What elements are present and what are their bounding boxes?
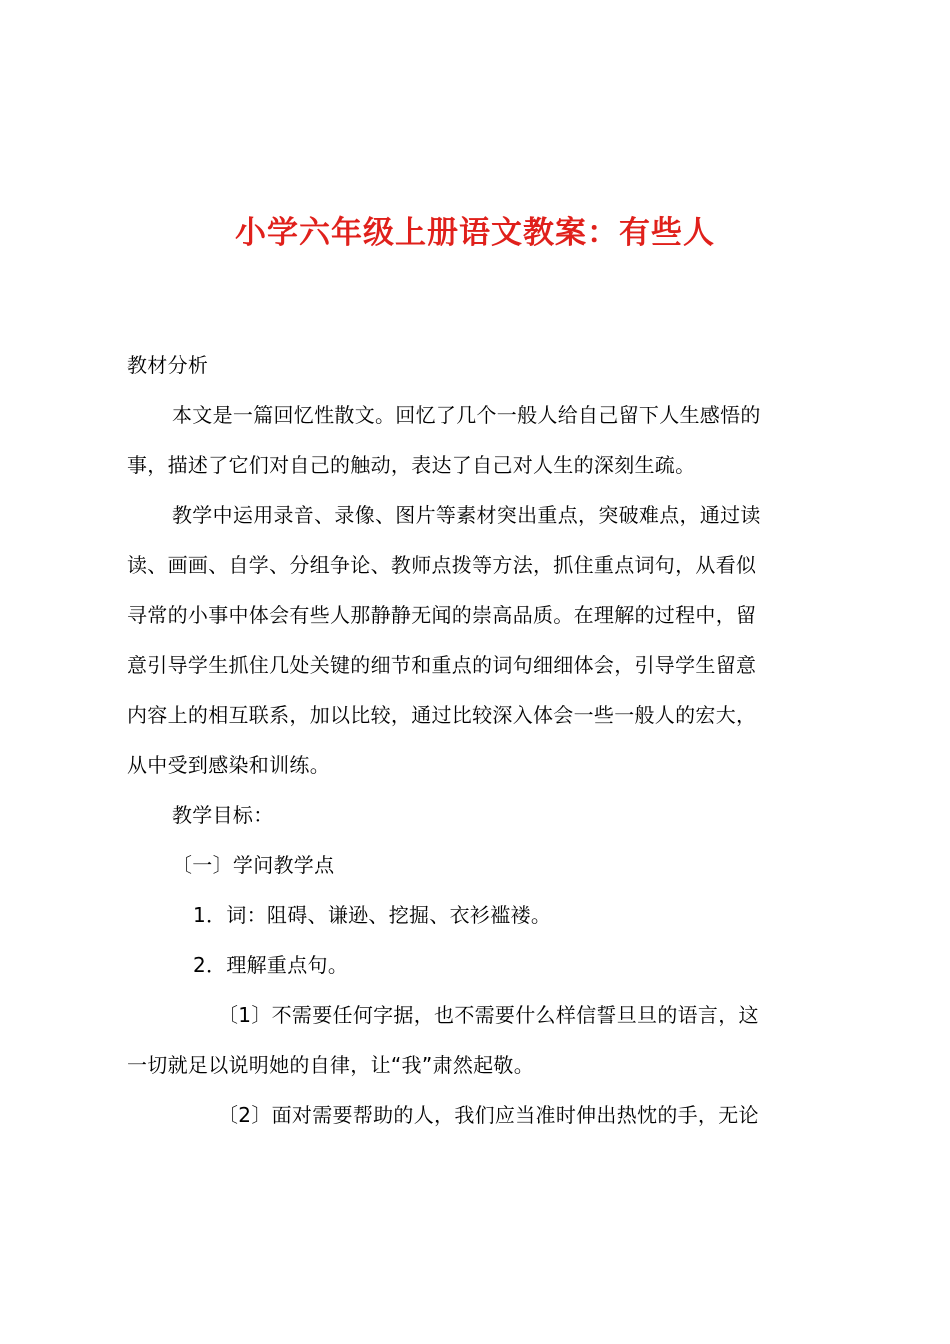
list-item: 2．理解重点句。 [193,953,349,977]
paragraph-line: 寻常的小事中体会有些人那静静无闻的崇高品质。在理解的过程中，留 [127,603,757,627]
paragraph-line: 〔2〕面对需要帮助的人，我们应当准时伸出热忱的手，无论 [218,1103,759,1127]
paragraph-line: 本文是一篇回忆性散文。回忆了几个一般人给自己留下人生感悟的 [172,403,761,427]
section-heading-teaching-goals: 教学目标： [172,803,274,827]
paragraph-line: 意引导学生抓住几处关键的细节和重点的词句细细体会，引导学生留意 [127,653,757,677]
paragraph-line: 教学中运用录音、录像、图片等素材突出重点，突破难点，通过读 [172,503,761,527]
section-heading-material-analysis: 教材分析 [127,353,209,377]
paragraph-line: 读、画画、自学、分组争论、教师点拨等方法，抓住重点词句，从看似 [127,553,757,577]
list-item: 1．词：阻碍、谦逊、挖掘、衣衫褴褛。 [193,903,552,927]
document-title: 小学六年级上册语文教案：有些人 [235,215,715,251]
paragraph-line: 〔1〕不需要任何字据，也不需要什么样信誓旦旦的语言，这 [218,1003,759,1027]
paragraph-line: 事，描述了它们对自己的触动，表达了自己对人生的深刻生疏。 [127,453,696,477]
paragraph-line: 一切就足以说明她的自律，让“我”肃然起敬。 [127,1053,535,1077]
paragraph-line: 从中受到感染和训练。 [127,753,330,777]
subsection-heading: 〔一〕学问教学点 [172,853,335,877]
paragraph-line: 内容上的相互联系，加以比较，通过比较深入体会一些一般人的宏大， [127,703,757,727]
